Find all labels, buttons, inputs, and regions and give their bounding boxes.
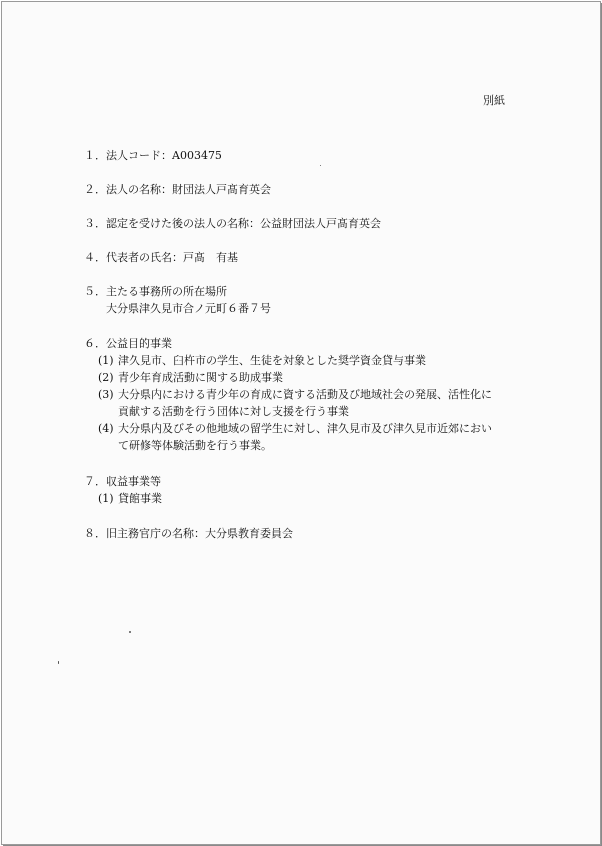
subitem-community-support xyxy=(84,386,524,420)
item-text: 公益目的事業 xyxy=(106,337,172,350)
item-public-interest-business xyxy=(84,335,524,454)
scan-speck xyxy=(58,661,59,664)
item-text: 旧主務官庁の名称：大分県教育委員会 xyxy=(106,527,293,540)
subitem-number: (1) xyxy=(98,354,114,367)
subitem-number: (2) xyxy=(98,371,114,384)
subitem-line: て研修等体験活動を行う事業。 xyxy=(118,439,272,452)
item-office-location xyxy=(84,283,524,317)
subitem-number: (3) xyxy=(98,388,114,401)
scan-speck xyxy=(129,631,131,633)
item-number: ５． xyxy=(84,285,106,298)
subitem-line: 青少年育成活動に関する助成事業 xyxy=(118,371,283,384)
item-text: 収益事業等 xyxy=(106,475,161,488)
item-number: ６． xyxy=(84,337,106,350)
subitem-number: (1) xyxy=(98,492,114,505)
office-address: 大分県津久見市合ノ元町６番７号 xyxy=(106,302,271,315)
item-number: １． xyxy=(84,149,106,162)
item-number: ２． xyxy=(84,183,106,196)
item-representative xyxy=(84,249,524,266)
subitem-line: 大分県内及びその他地域の留学生に対し、津久見市及び津久見市近郊におい xyxy=(118,422,492,435)
item-text: 法人コード：A003475 xyxy=(106,149,222,162)
document-page xyxy=(1,1,601,845)
item-corporate-code xyxy=(84,147,524,164)
item-certified-name xyxy=(84,215,524,232)
scan-speck xyxy=(320,165,321,166)
attachment-label: 別紙 xyxy=(483,94,505,107)
item-number: ４． xyxy=(84,251,106,264)
subitem-line: 貸館事業 xyxy=(118,492,162,505)
subitem-line: 貢献する活動を行う団体に対し支援を行う事業 xyxy=(118,405,349,418)
item-number: ３． xyxy=(84,217,106,230)
item-corporate-name xyxy=(84,181,524,198)
item-revenue-business xyxy=(84,473,524,507)
subitem-line: 大分県内における青少年の育成に資する活動及び地域社会の発展、活性化に xyxy=(118,388,492,401)
subitem-youth-grant xyxy=(84,369,524,386)
subitem-hall-rental xyxy=(84,490,524,507)
item-text: 主たる事務所の所在場所 xyxy=(106,285,227,298)
item-text: 代表者の氏名：戸髙 有基 xyxy=(106,251,238,264)
item-former-authority xyxy=(84,525,524,542)
item-text: 認定を受けた後の法人の名称：公益財団法人戸髙育英会 xyxy=(106,217,381,230)
subitem-number: (4) xyxy=(98,422,114,435)
item-number: ７． xyxy=(84,475,106,488)
subitem-scholarship xyxy=(84,352,524,369)
item-text: 法人の名称：財団法人戸髙育英会 xyxy=(106,183,271,196)
item-number: ８． xyxy=(84,527,106,540)
subitem-line: 津久見市、臼杵市の学生、生徒を対象とした奨学資金貸与事業 xyxy=(118,354,426,367)
subitem-exchange-students xyxy=(84,420,524,454)
